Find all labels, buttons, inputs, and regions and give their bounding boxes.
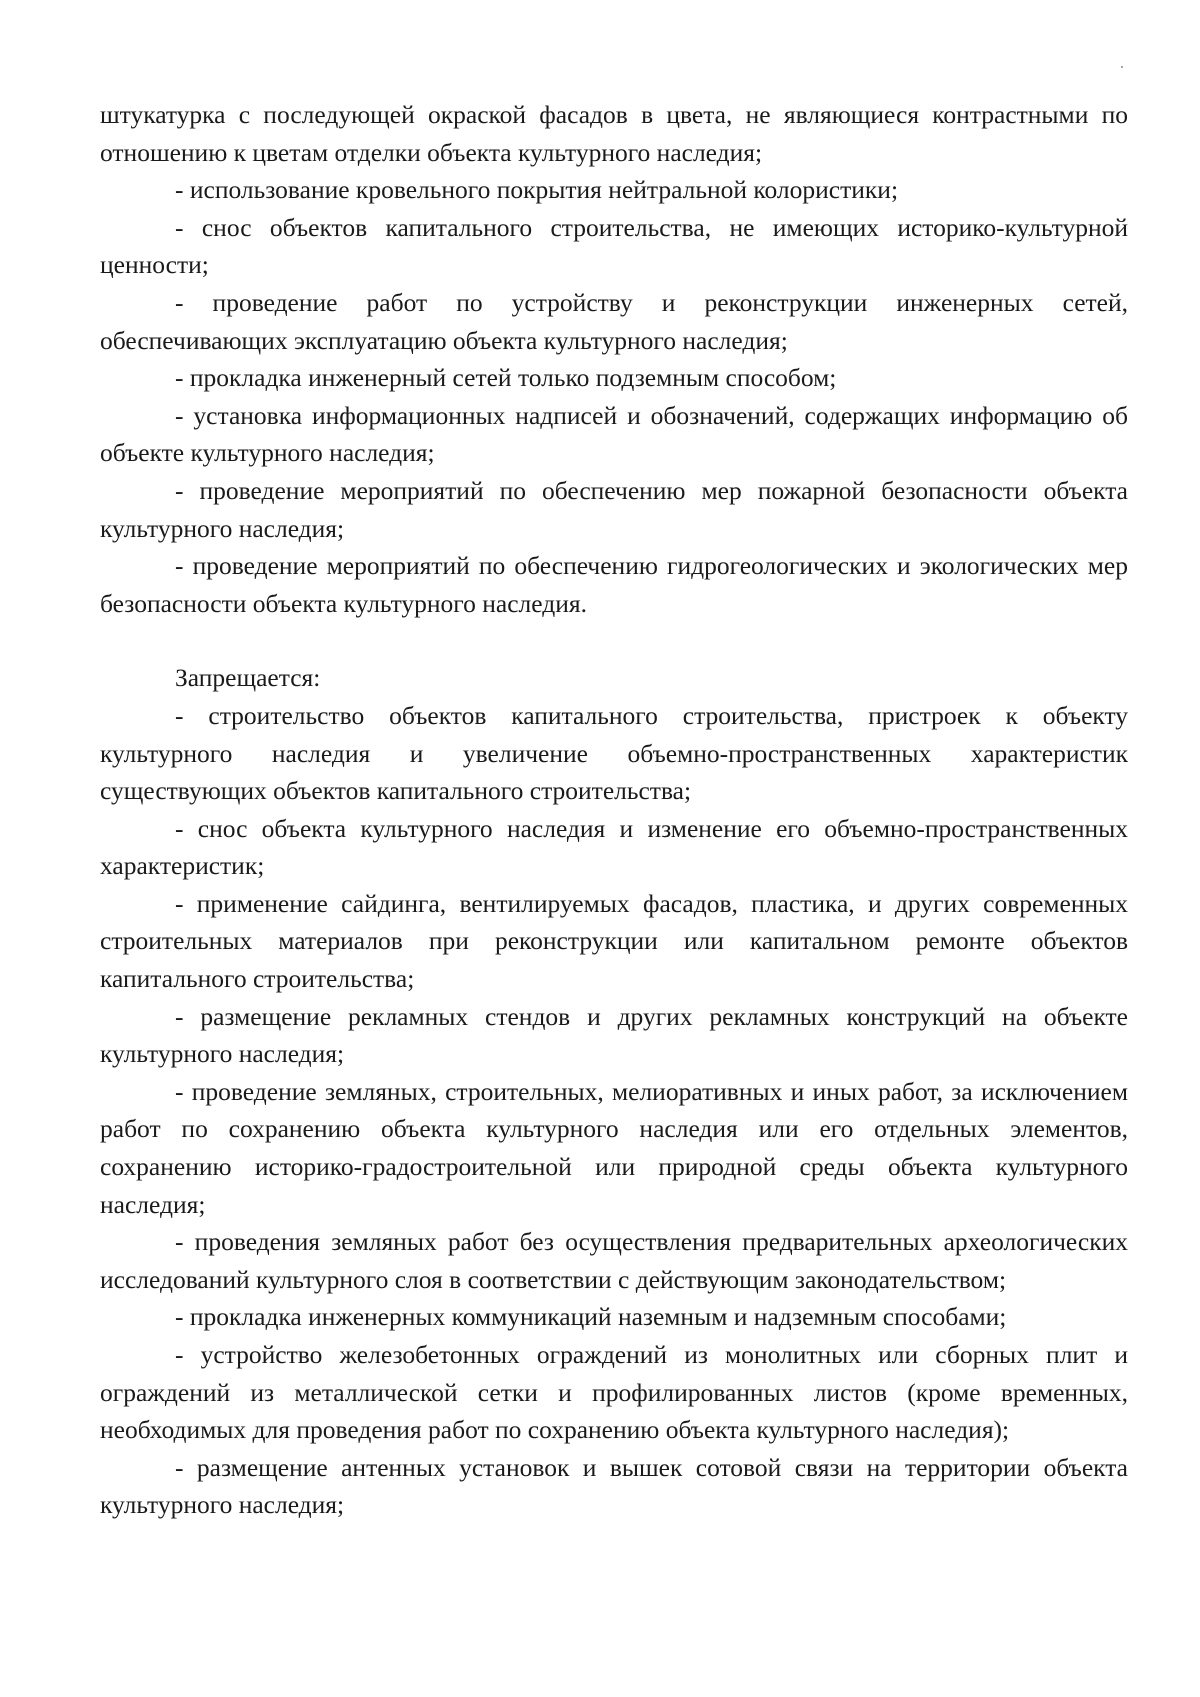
permitted-item: - проведение работ по устройству и реконструкции инженерных сетей, обеспечивающих эксплуатацию объекта культурного наследия; (100, 287, 1128, 355)
prohibited-item: - прокладка инженерных коммуникаций наземным и надземным способами; (175, 1302, 1007, 1332)
prohibited-heading: Запрещается: (175, 663, 321, 693)
prohibited-item: - проведение земляных, строительных, мелиоративных и иных работ, за исключением работ по сохранению объекта культурного наследия или его отдельных элементов, сохранению историко-градостроительной или природной среды объекта культурного наследия; (100, 1076, 1128, 1219)
prohibited-item: - снос объекта культурного наследия и изменение его объемно-пространственных характеристик; (100, 813, 1128, 881)
prohibited-item: - устройство железобетонных ограждений из монолитных или сборных плит и ограждений из металлической сетки и профилированных листов (кроме временных, необходимых для проведения работ по сохранению объекта культурного наследия); (100, 1340, 1128, 1445)
prohibited-item: - строительство объектов капитального строительства, пристроек к объекту культурного наследия и увеличение объемно-пространственных характеристик существующих объектов капитального строительства; (100, 700, 1128, 806)
prohibited-item: - размещение рекламных стендов и других рекламных конструкций на объекте культурного наследия; (100, 1001, 1128, 1069)
prohibited-item: - проведения земляных работ без осуществления предварительных археологических исследований культурного слоя в соответствии с действующим законодательством; (100, 1227, 1128, 1294)
document-body (100, 96, 1128, 1524)
prohibited-item: - применение сайдинга, вентилируемых фасадов, пластика, и других современных строительных материалов при реконструкции или капитальном ремонте объектов капитального строительства; (100, 888, 1128, 994)
permitted-item: - прокладка инженерный сетей только подземным способом; (175, 363, 837, 393)
permitted-list (100, 171, 1128, 622)
prohibited-list (100, 697, 1128, 1524)
permitted-item: - установка информационных надписей и обозначений, содержащих информацию об объекте культурного наследия; (100, 400, 1128, 468)
scan-speck (1121, 66, 1123, 68)
permitted-item: - снос объектов капитального строительства, не имеющих историко-культурной ценности; (100, 212, 1128, 280)
prohibited-item: - размещение антенных установок и вышек сотовой связи на территории объекта культурного наследия; (100, 1452, 1128, 1520)
permitted-item: - проведение мероприятий по обеспечению мер пожарной безопасности объекта культурного наследия; (100, 475, 1128, 543)
permitted-item: - использование кровельного покрытия нейтральной колористики; (175, 175, 899, 205)
permitted-item: - проведение мероприятий по обеспечению гидрогеологических и экологических мер безопасности объекта культурного наследия. (100, 551, 1128, 618)
opening-paragraph: штукатурка с последующей окраской фасадов в цвета, не являющиеся контрастными по отношению к цветам отделки объекта культурного наследия; (100, 100, 1128, 167)
section-gap (100, 622, 1128, 659)
